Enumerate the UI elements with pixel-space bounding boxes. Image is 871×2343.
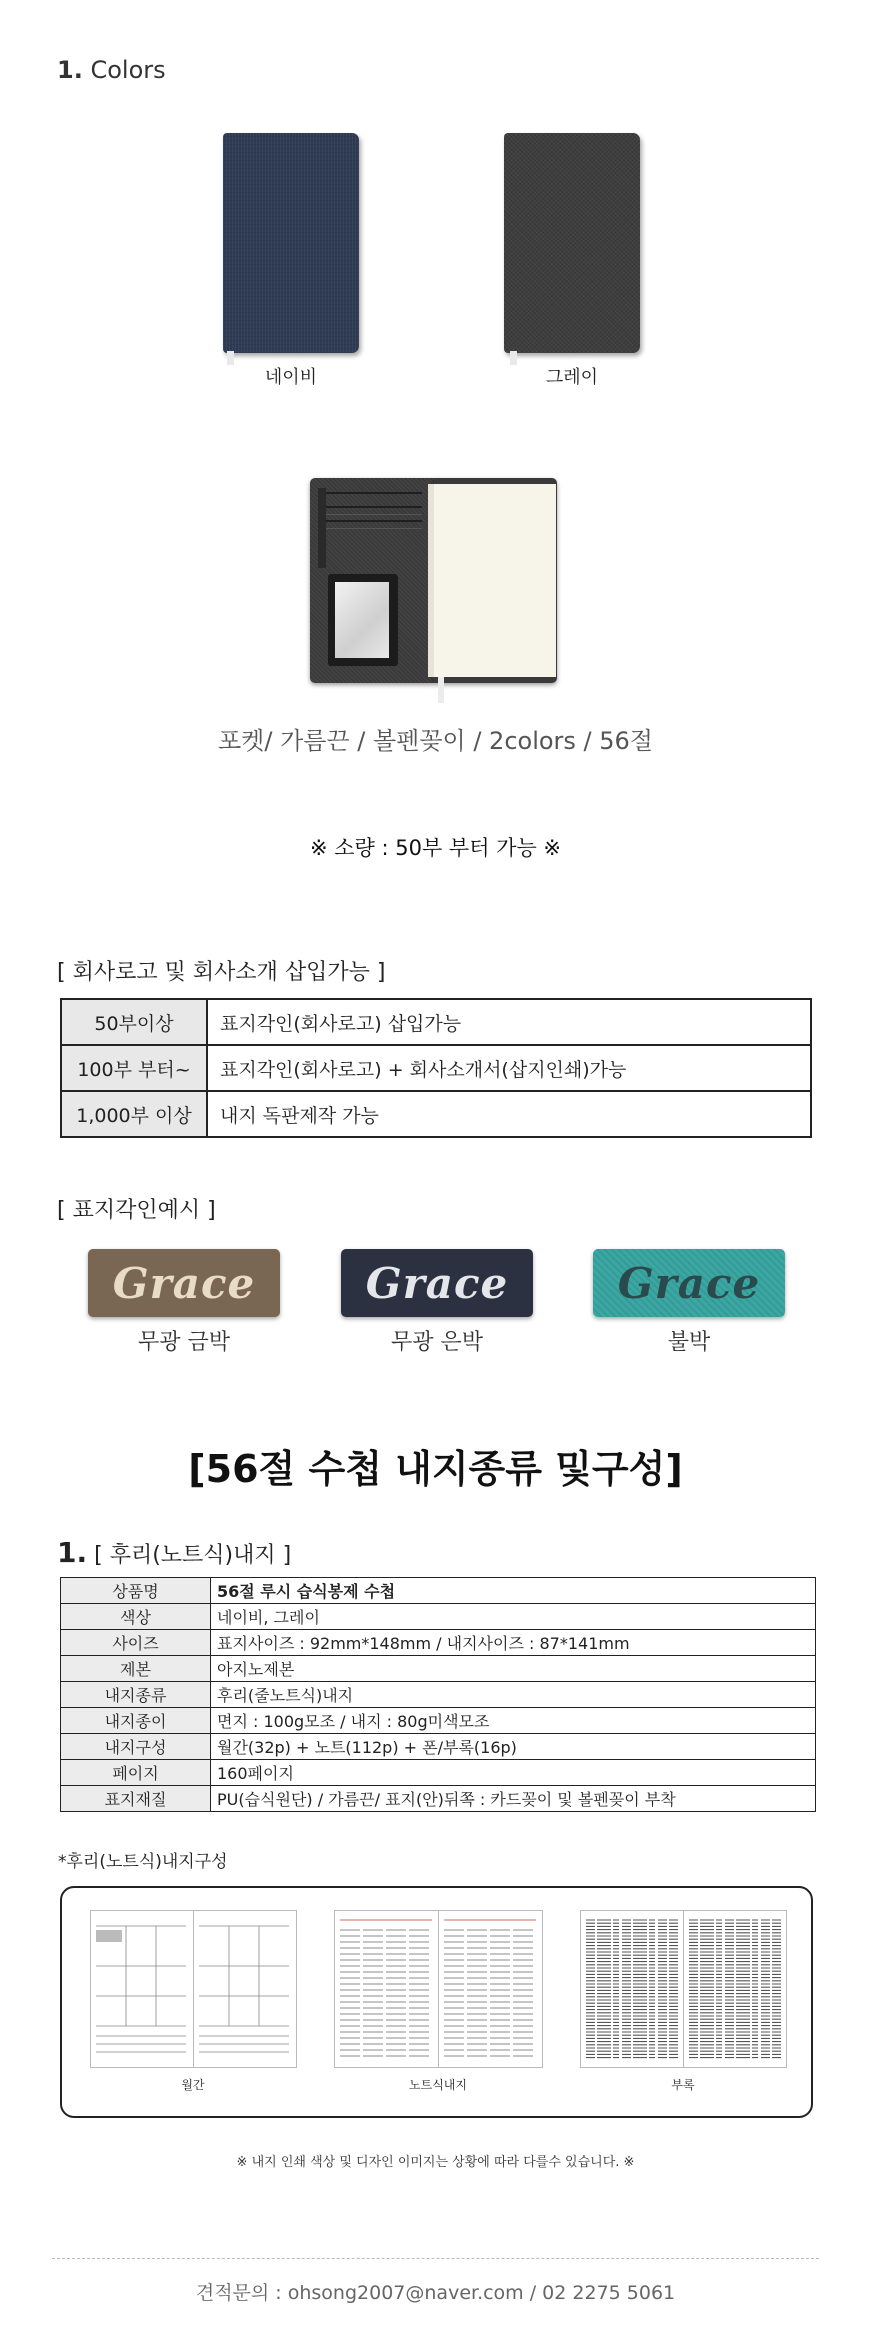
engrave-label-blind: 불박 [667, 1330, 711, 1355]
engrave-text: Grace [112, 1258, 256, 1308]
logo-section-title: [ 회사로고 및 회사소개 삽입가능 ] [57, 960, 386, 985]
qty-cell: 100부 부터~ [61, 1045, 207, 1091]
table-row [61, 1786, 816, 1812]
table-row [61, 1578, 816, 1604]
footer-divider [52, 2258, 819, 2259]
clear-window-pocket [328, 574, 398, 666]
qty-cell: 50부이상 [61, 999, 207, 1045]
spec-value: 면지 : 100g모조 / 내지 : 80g미색모조 [211, 1708, 816, 1734]
inner-section-title [57, 1536, 291, 1569]
section-label: Colors [90, 56, 166, 84]
table-row [61, 1760, 816, 1786]
spec-key: 제본 [61, 1656, 211, 1682]
contact-footer: 견적문의 : ohsong2007@naver.com / 02 2275 5061 [195, 2282, 676, 2304]
bookmark-ribbon [438, 677, 444, 703]
table-row [61, 1091, 811, 1137]
engrave-sample-silver [341, 1249, 533, 1317]
inner-composition-title: *후리(노트식)내지구성 [58, 1852, 228, 1872]
gray-diary-image [504, 133, 640, 353]
pen-loop [318, 488, 326, 568]
features-caption: 포켓/ 가름끈 / 볼펜꽂이 / 2colors / 56절 [218, 727, 653, 755]
appendix-spread-icon [580, 1910, 786, 2068]
inner-types-title: [56절 수첩 내지종류 및구성] [188, 1447, 683, 1491]
spec-key: 페이지 [61, 1760, 211, 1786]
spec-key: 사이즈 [61, 1630, 211, 1656]
engrave-sample-gold [88, 1249, 280, 1317]
thumb-label-appendix: 부록 [671, 2078, 695, 2092]
spec-key: 내지종류 [61, 1682, 211, 1708]
spec-key: 색상 [61, 1604, 211, 1630]
spec-key: 내지종이 [61, 1708, 211, 1734]
monthly-calendar-spread-icon [90, 1910, 296, 2068]
spec-key: 상품명 [61, 1578, 211, 1604]
desc-cell: 표지각인(회사로고) + 회사소개서(삽지인쇄)가능 [207, 1045, 811, 1091]
table-row [61, 1045, 811, 1091]
print-notice: ※ 내지 인쇄 색상 및 디자인 이미지는 상황에 따라 다를수 있습니다. ※ [236, 2155, 635, 2170]
table-row [61, 1630, 816, 1656]
table-row [61, 1656, 816, 1682]
navy-diary-image [223, 133, 359, 353]
spec-value: 월간(32p) + 노트(112p) + 폰/부록(16p) [211, 1734, 816, 1760]
engrave-text: Grace [617, 1258, 761, 1308]
spec-value: 56절 루시 습식봉제 수첩 [211, 1578, 816, 1604]
inner-pages [428, 484, 556, 677]
section-number: 1. [57, 56, 83, 84]
desc-cell: 내지 독판제작 가능 [207, 1091, 811, 1137]
table-row [61, 1682, 816, 1708]
section-number: 1. [57, 1536, 88, 1569]
engrave-label-gold: 무광 금박 [137, 1330, 230, 1355]
colors-section-title [57, 56, 166, 84]
table-row [61, 1604, 816, 1630]
minimum-quantity-note: ※ 소량 : 50부 부터 가능 ※ [309, 836, 562, 860]
spec-value: 네이비, 그레이 [211, 1604, 816, 1630]
color-label-navy: 네이비 [264, 367, 318, 388]
spec-value: 후리(줄노트식)내지 [211, 1682, 816, 1708]
table-row [61, 999, 811, 1045]
spec-value: PU(습식원단) / 가름끈/ 표지(안)뒤쪽 : 카드꽂이 및 볼펜꽂이 부착 [211, 1786, 816, 1812]
spec-value: 아지노제본 [211, 1656, 816, 1682]
section-label: [ 후리(노트식)내지 ] [94, 1543, 292, 1568]
desc-cell: 표지각인(회사로고) 삽입가능 [207, 999, 811, 1045]
card-slot [320, 520, 422, 542]
engrave-label-silver: 무광 은박 [390, 1330, 483, 1355]
engrave-section-title: [ 표지각인예시 ] [57, 1198, 216, 1223]
logo-options-table [60, 998, 812, 1138]
open-diary-image [310, 478, 557, 683]
spec-value: 표지사이즈 : 92mm*148mm / 내지사이즈 : 87*141mm [211, 1630, 816, 1656]
color-label-gray: 그레이 [545, 367, 599, 388]
spec-value: 160페이지 [211, 1760, 816, 1786]
spec-key: 표지재질 [61, 1786, 211, 1812]
spec-table [60, 1577, 816, 1812]
thumb-label-monthly: 월간 [181, 2078, 205, 2092]
spec-key: 내지구성 [61, 1734, 211, 1760]
engrave-sample-blind [593, 1249, 785, 1317]
thumb-label-note: 노트식내지 [409, 2078, 467, 2092]
lined-note-spread-icon [334, 1910, 542, 2068]
table-row [61, 1708, 816, 1734]
qty-cell: 1,000부 이상 [61, 1091, 207, 1137]
table-row [61, 1734, 816, 1760]
engrave-text: Grace [365, 1258, 509, 1308]
